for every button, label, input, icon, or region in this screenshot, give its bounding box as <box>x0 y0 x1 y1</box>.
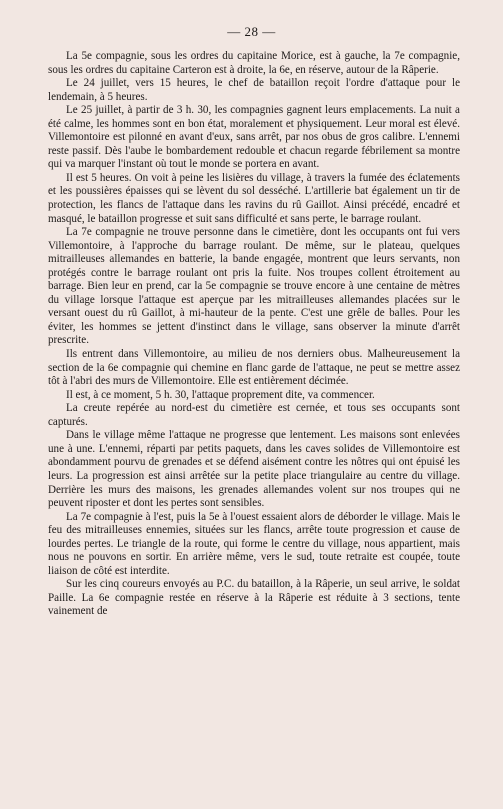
paragraph: Ils entrent dans Villemontoire, au milieu de nos derniers obus. Malheureusement la section de la 6e compagnie qui chemine en flanc garde de l'attaque, ne peut se mettre assez tôt à l'abri des murs de Villemontoire. Elle est entièrement décimée. <box>48 348 460 388</box>
page-number: — 28 — <box>227 24 276 39</box>
paragraph: Dans le village même l'attaque ne progresse que lentement. Les maisons sont enlevées une à une. L'ennemi, réparti par petits paquets, dans les caves solides de Villemontoire est abondamment pourvu de grenades et se défend aisément contre les nôtres qui ont épuisé les leurs. La progression est ainsi arrêtée sur la petite place triangulaire au centre du village. Derrière les murs des maisons, les grenades allemandes volent sur nos troupes qui ne peuvent riposter et dont les pertes sont sensibles. <box>48 429 460 510</box>
paragraph: Il est, à ce moment, 5 h. 30, l'attaque proprement dite, va commencer. <box>66 388 375 401</box>
paragraph: Le 24 juillet, vers 15 heures, le chef de bataillon reçoit l'ordre d'attaque pour le lendemain, à 5 heures. <box>48 77 460 103</box>
paragraph: La 7e compagnie à l'est, puis la 5e à l'ouest essaient alors de déborder le village. Mais le feu des mitrailleuses ennemies, situées sur les flancs, arrête toute progression et cause de lourdes pertes. Le triangle de la route, qui forme le centre du village, nous appartient, mais nous ne pouvons en sortir. En arrière même, vers le sud, toute retraite est coupée, toute liaison de côté est interdite. <box>48 510 460 577</box>
body-text <box>48 50 460 619</box>
paragraph: La 5e compagnie, sous les ordres du capitaine Morice, est à gauche, la 7e compagnie, sous les ordres du capitaine Carteron est à droite, la 6e, en réserve, autour de la Râperie. <box>48 50 460 76</box>
paragraph: Sur les cinq coureurs envoyés au P.C. du bataillon, à la Râperie, un seul arrive, le soldat Paille. La 6e compagnie restée en réserve à la Râperie est réduite à 3 sections, tente vainement de <box>48 578 460 618</box>
paragraph: Le 25 juillet, à partir de 3 h. 30, les compagnies gagnent leurs emplacements. La nuit a été calme, les hommes sont en bon état, moralement et physiquement. Leur moral est élevé. Villemontoire est pilonné en avant d'eux, sans arrêt, par nos obus de gros calibre. L'ennemi reste passif. Dès l'aube le bombardement redouble et chacun regarde fébrilement sa montre qui va marquer l'instant où tout le monde se portera en avant. <box>48 104 460 171</box>
paragraph: La 7e compagnie ne trouve personne dans le cimetière, dont les occupants ont fui vers Villemontoire, à l'approche du barrage roulant. De même, sur le plateau, quelques mitrailleuses allemandes en batterie, la bande engagée, montrent que leurs servants, non protégés contre le barrage roulant ont pris la fuite. Nos troupes collent étroitement au barrage. Bien leur en prend, car la 5e compagnie se trouve encore à une centaine de mètres du village lorsque l'attaque est aperçue par les mitrailleuses allemandes placées sur le versant ouest du rû Gaillot, à mi-hauteur de la pente. C'est une grêle de balles. Pour les éviter, les hommes se jettent d'instinct dans le village, sans observer la minute d'arrêt prescrite. <box>48 226 460 347</box>
paragraph: La creute repérée au nord-est du cimetière est cernée, et tous ses occupants sont capturés. <box>48 402 460 428</box>
paragraph: Il est 5 heures. On voit à peine les lisières du village, à travers la fumée des éclatements et les poussières épaisses qui se lèvent du sol desséché. L'artillerie bat également un tir de protection, les flancs de l'attaque dans les ravins du rû Gaillot. Ainsi précédé, encadré et masqué, le bataillon progresse et suit sans difficulté et sans perte, le barrage roulant. <box>48 171 460 225</box>
